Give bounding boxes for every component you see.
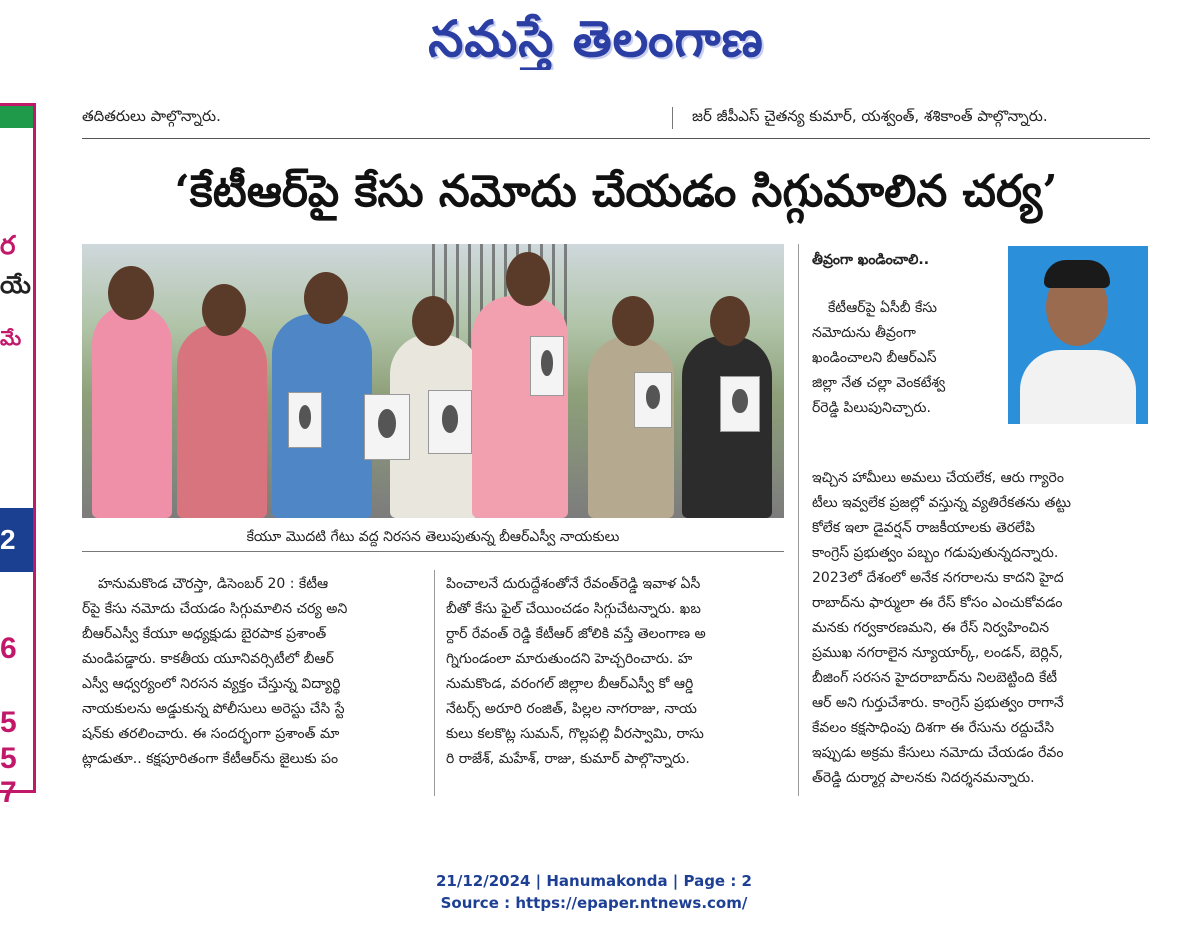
person <box>272 314 372 518</box>
body-line: ఖండించాలని బీఆర్‌ఎస్ <box>812 350 937 366</box>
strip-char: 2 <box>0 524 16 555</box>
body-line: కేటీఆర్‌పై ఏసీబీ కేసు <box>828 300 937 316</box>
article-column-1 <box>82 572 422 772</box>
strip-char: యే <box>0 272 31 299</box>
body-line: ర్దార్ రేవంత్ రెడ్డి కేటీఆర్ జోలికి వస్తే తెలంగాణ అ <box>446 626 706 642</box>
person-head <box>304 272 348 324</box>
person-head <box>710 296 750 346</box>
article-headline: ‘కేటీఆర్‌పై కేసు నమోదు చేయడం సిగ్గుమాలిన చర్య’ <box>174 166 1058 217</box>
body-line: బీఆర్‌ఎస్వీ కేయూ అధ్యక్షుడు బైరపాక ప్రశాంత్ <box>82 626 327 642</box>
portrait-shirt <box>1020 350 1136 424</box>
body-line: కాంగ్రెస్ ప్రభుత్వం పబ్బం గడుపుతున్నదన్నారు. <box>812 545 1059 561</box>
body-line: కోలేక ఇలా డైవర్షన్ రాజకీయాలకు తెరలేపి <box>812 520 1035 536</box>
body-line: బీతో కేసు ఫైల్ చేయించడం సిగ్గుచేటన్నారు. ఖబ <box>446 601 701 617</box>
previous-article-tail <box>82 103 1150 139</box>
body-line: ర్‌పై కేసు నమోదు చేయడం సిగ్గుమాలిన చర్య అని <box>82 601 348 617</box>
edition-info: 21/12/2024 | Hanumakonda | Page : 2 <box>435 872 752 890</box>
body-line: ర్‌రెడ్డి పిలుపునిచ్చారు. <box>812 400 931 416</box>
side-article-intro <box>812 296 992 421</box>
body-line: గ్నిగుండంలా మారుతుందని హెచ్చరించారు. హ <box>446 651 693 667</box>
side-article-body <box>812 466 1150 791</box>
person <box>92 304 172 518</box>
protest-poster <box>288 392 322 448</box>
body-line: కేవలం కక్షసాధింపు దిశగా ఈ రేసును రద్దుచేసి <box>812 720 1055 736</box>
strip-char: ర <box>0 230 16 260</box>
protest-poster <box>428 390 472 454</box>
column-rule <box>798 244 799 796</box>
body-line: షన్‌కు తరలించారు. ఈ సందర్భంగా ప్రశాంత్ మా <box>82 726 340 742</box>
protest-poster <box>530 336 564 396</box>
body-line: ఇప్పుడు అక్రమ కేసులు నమోదు చేయడం రేవం <box>812 745 1064 761</box>
strip-char: 5 <box>0 742 17 775</box>
body-line: రాబాద్‌ను ఫార్ములా ఈ రేస్ కోసం ఎంచుకోవడం <box>812 595 1063 611</box>
person-head <box>412 296 454 346</box>
masthead-logo: నమస్తే తెలంగాణ <box>428 9 764 68</box>
body-line: నుమకొండ, వరంగల్ జిల్లాల బీఆర్‌ఎస్వీ కో ఆర్డి <box>446 676 694 692</box>
top-line-left: తదితరులు పాల్గొన్నారు. <box>82 107 221 125</box>
protest-poster <box>720 376 760 432</box>
leader-portrait <box>1008 246 1148 424</box>
page-footer <box>380 870 808 914</box>
body-line: కులు కలకొట్ల సుమన్, గొల్లపల్లి వీరస్వామి, రాసు <box>446 726 704 742</box>
body-line: ట్లాడుతూ.. కక్షపూరితంగా కేటీఆర్‌ను జైలుకు పం <box>82 751 339 767</box>
protest-photo <box>82 244 784 518</box>
body-line: మండిపడ్డారు. కాకతీయ యూనివర్సిటీలో బీఆర్ <box>82 651 334 667</box>
body-line: జిల్లా నేత చల్లా వెంకటేశ్వ <box>812 375 946 391</box>
protest-poster <box>364 394 410 460</box>
body-line: హనుమకొండ చౌరస్తా, డిసెంబర్ 20 : కేటీఆ <box>98 576 329 592</box>
side-article-heading: తీవ్రంగా ఖండించాలి.. <box>812 252 930 268</box>
strip-char: 6 <box>0 632 17 665</box>
portrait-hair <box>1044 260 1110 288</box>
body-line: ఆర్ అని గుర్తుచేశారు. కాంగ్రెస్ ప్రభుత్వం రాగానే <box>812 695 1064 711</box>
top-line-right: జర్ జీపీఎస్ చైతన్య కుమార్, యశ్వంత్, శశికాంత్ పాల్గొన్నారు. <box>692 107 1048 125</box>
strip-green-block <box>0 106 33 128</box>
adjacent-article-strip <box>0 103 36 809</box>
person-head <box>108 266 154 320</box>
body-line: బీజింగ్ సరసన హైదరాబాద్‌ను నిలబెట్టింది కేటీ <box>812 670 1058 686</box>
person-head <box>612 296 654 346</box>
body-line: పించాలనే దురుద్దేశంతోనే రేవంత్‌రెడ్డి ఇవాళ ఏసీ <box>446 576 701 592</box>
body-line: టీలు ఇవ్వలేక ప్రజల్లో వస్తున్న వ్యతిరేకతను తట్టు <box>812 495 1072 511</box>
person-head <box>506 252 550 306</box>
body-line: నాయకులను అడ్డుకున్న పోలీసులు అరెస్టు చేసి స్టే <box>82 701 345 717</box>
column-rule <box>434 570 435 796</box>
person <box>472 296 568 518</box>
body-line: రి రాజేశ్, మహేశ్, రాజు, కుమార్ పాల్గొన్నారు. <box>446 751 690 767</box>
person <box>177 324 267 518</box>
body-line: ఎస్వీ ఆధ్వర్యంలో నిరసన వ్యక్తం చేస్తున్న విద్యార్థి <box>82 676 341 692</box>
body-line: నమోదును తీవ్రంగా <box>812 325 916 341</box>
person-head <box>202 284 246 336</box>
strip-char: మే <box>0 328 22 350</box>
strip-char: 5 <box>0 706 17 739</box>
article-column-2 <box>446 572 786 772</box>
body-line: త్‌రెడ్డి దుర్మార్గ పాలనకు నిదర్శనమన్నారు. <box>812 770 1035 786</box>
body-line: ఇచ్చిన హామీలు అమలు చేయలేక, ఆరు గ్యారెం <box>812 470 1064 486</box>
body-line: మనకు గర్వకారణమని, ఈ రేస్ నిర్వహించిన <box>812 620 1050 636</box>
body-line: ప్రముఖ నగరాలైన న్యూయార్క్, లండన్, బెర్లిన్, <box>812 645 1064 661</box>
body-line: 2023లో దేశంలో అనేక నగరాలను కాదని హైద <box>812 570 1064 586</box>
photo-caption: కేయూ మొదటి గేటు వద్ద నిరసన తెలుపుతున్న బీఆర్‌ఎస్వీ నాయకులు <box>82 522 784 552</box>
source-link[interactable]: Source : https://epaper.ntnews.com/ <box>440 894 748 912</box>
body-line: నేటర్స్ అరూరి రంజిత్, పిల్లల నాగరాజు, నాయ <box>446 701 697 717</box>
protest-poster <box>634 372 672 428</box>
strip-char: 7 <box>0 776 17 809</box>
column-divider <box>672 107 673 129</box>
